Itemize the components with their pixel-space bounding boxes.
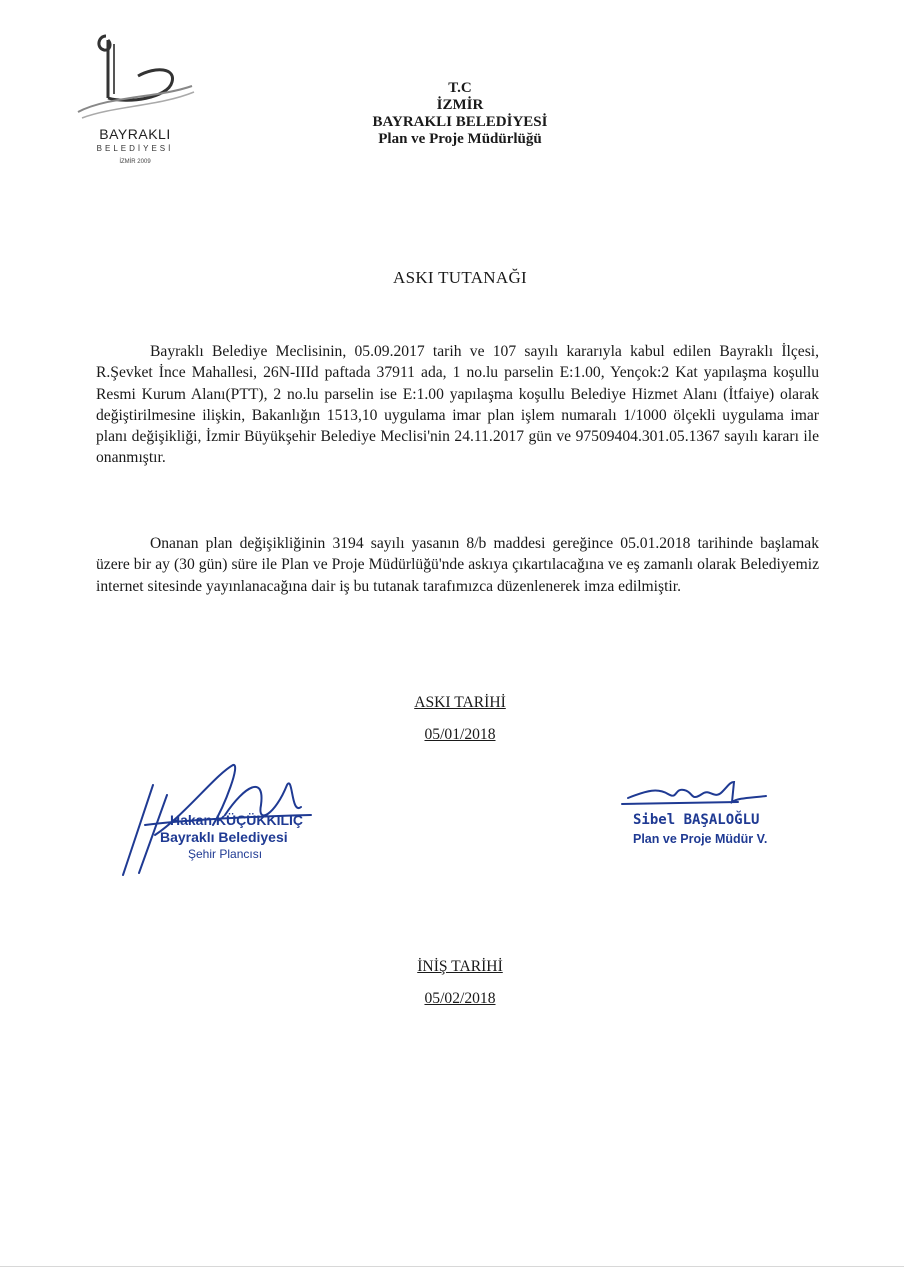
aski-date-label: ASKI TARİHİ bbox=[414, 694, 506, 711]
inis-date-value: 05/02/2018 bbox=[424, 990, 496, 1007]
stamp-left bbox=[140, 812, 340, 863]
stamp-right-title: Plan ve Proje Müdür V. bbox=[633, 832, 768, 846]
logo-subtitle: BELEDİYESİ bbox=[96, 144, 174, 153]
letterhead bbox=[290, 80, 630, 148]
stamp-left-name: Hakan KÜÇÜKKILIÇ bbox=[170, 812, 304, 828]
header-line-department: Plan ve Proje Müdürlüğü bbox=[378, 131, 542, 147]
aski-date-value: 05/01/2018 bbox=[424, 726, 496, 743]
stamp-right bbox=[633, 810, 823, 848]
body-paragraph-2: Onanan plan değişikliğinin 3194 sayılı yasanın 8/b maddesi gereğince 05.01.2018 tarihinde başlamak üzere bir ay (30 gün) süre ile Plan ve Proje Müdürlüğü'nde askıya çıkartılacağına ve eş zamanlı olarak Belediyemiz internet sitesinde yayınlanacağına dair iş bu tutanak tarafımızca düzenlenerek imza edilmiştir. bbox=[96, 535, 819, 595]
logo-emblem-icon bbox=[68, 26, 198, 126]
body-paragraph-1: Bayraklı Belediye Meclisinin, 05.09.2017 tarih ve 107 sayılı kararıyla kabul edilen Bayraklı İlçesi, R.Şevket İnce Mahallesi, 26N-IIId paftada 37911 ada, 1 no.lu parselin E:1.00, Yençok:2 Kat yapılaşma koşullu Resmi Kurum Alanı(PTT), 2 no.lu parselin ise E:1.00 yapılaşma koşullu Belediye Hizmet Alanı (İtfaiye) olarak değiştirilmesine ilişkin, Bakanlığın 1513,10 uygulama imar plan işlem numaralı 1/1000 ölçekli uygulama imar planı değişikliği, İzmir Büyükşehir Belediye Meclisi'nin 24.11.2017 gün ve 97509404.301.05.1367 sayılı kararı ile onanmıştır. bbox=[96, 343, 819, 467]
page-bottom-rule bbox=[0, 1266, 904, 1267]
stamp-right-name: Sibel BAŞALOĞLU bbox=[633, 812, 760, 828]
header-line-municipality: BAYRAKLI BELEDİYESİ bbox=[372, 114, 548, 130]
municipality-logo bbox=[60, 20, 210, 180]
logo-name: BAYRAKLI bbox=[99, 126, 171, 142]
header-line-city: İZMİR bbox=[436, 97, 484, 113]
stamp-left-title: Şehir Plancısı bbox=[188, 847, 263, 861]
stamp-left-org: Bayraklı Belediyesi bbox=[160, 829, 288, 845]
logo-year: İZMİR 2009 bbox=[119, 159, 151, 165]
inis-date-label: İNİŞ TARİHİ bbox=[417, 958, 503, 975]
document-title: ASKI TUTANAĞI bbox=[393, 268, 527, 287]
header-line-tc: T.C bbox=[448, 80, 472, 96]
